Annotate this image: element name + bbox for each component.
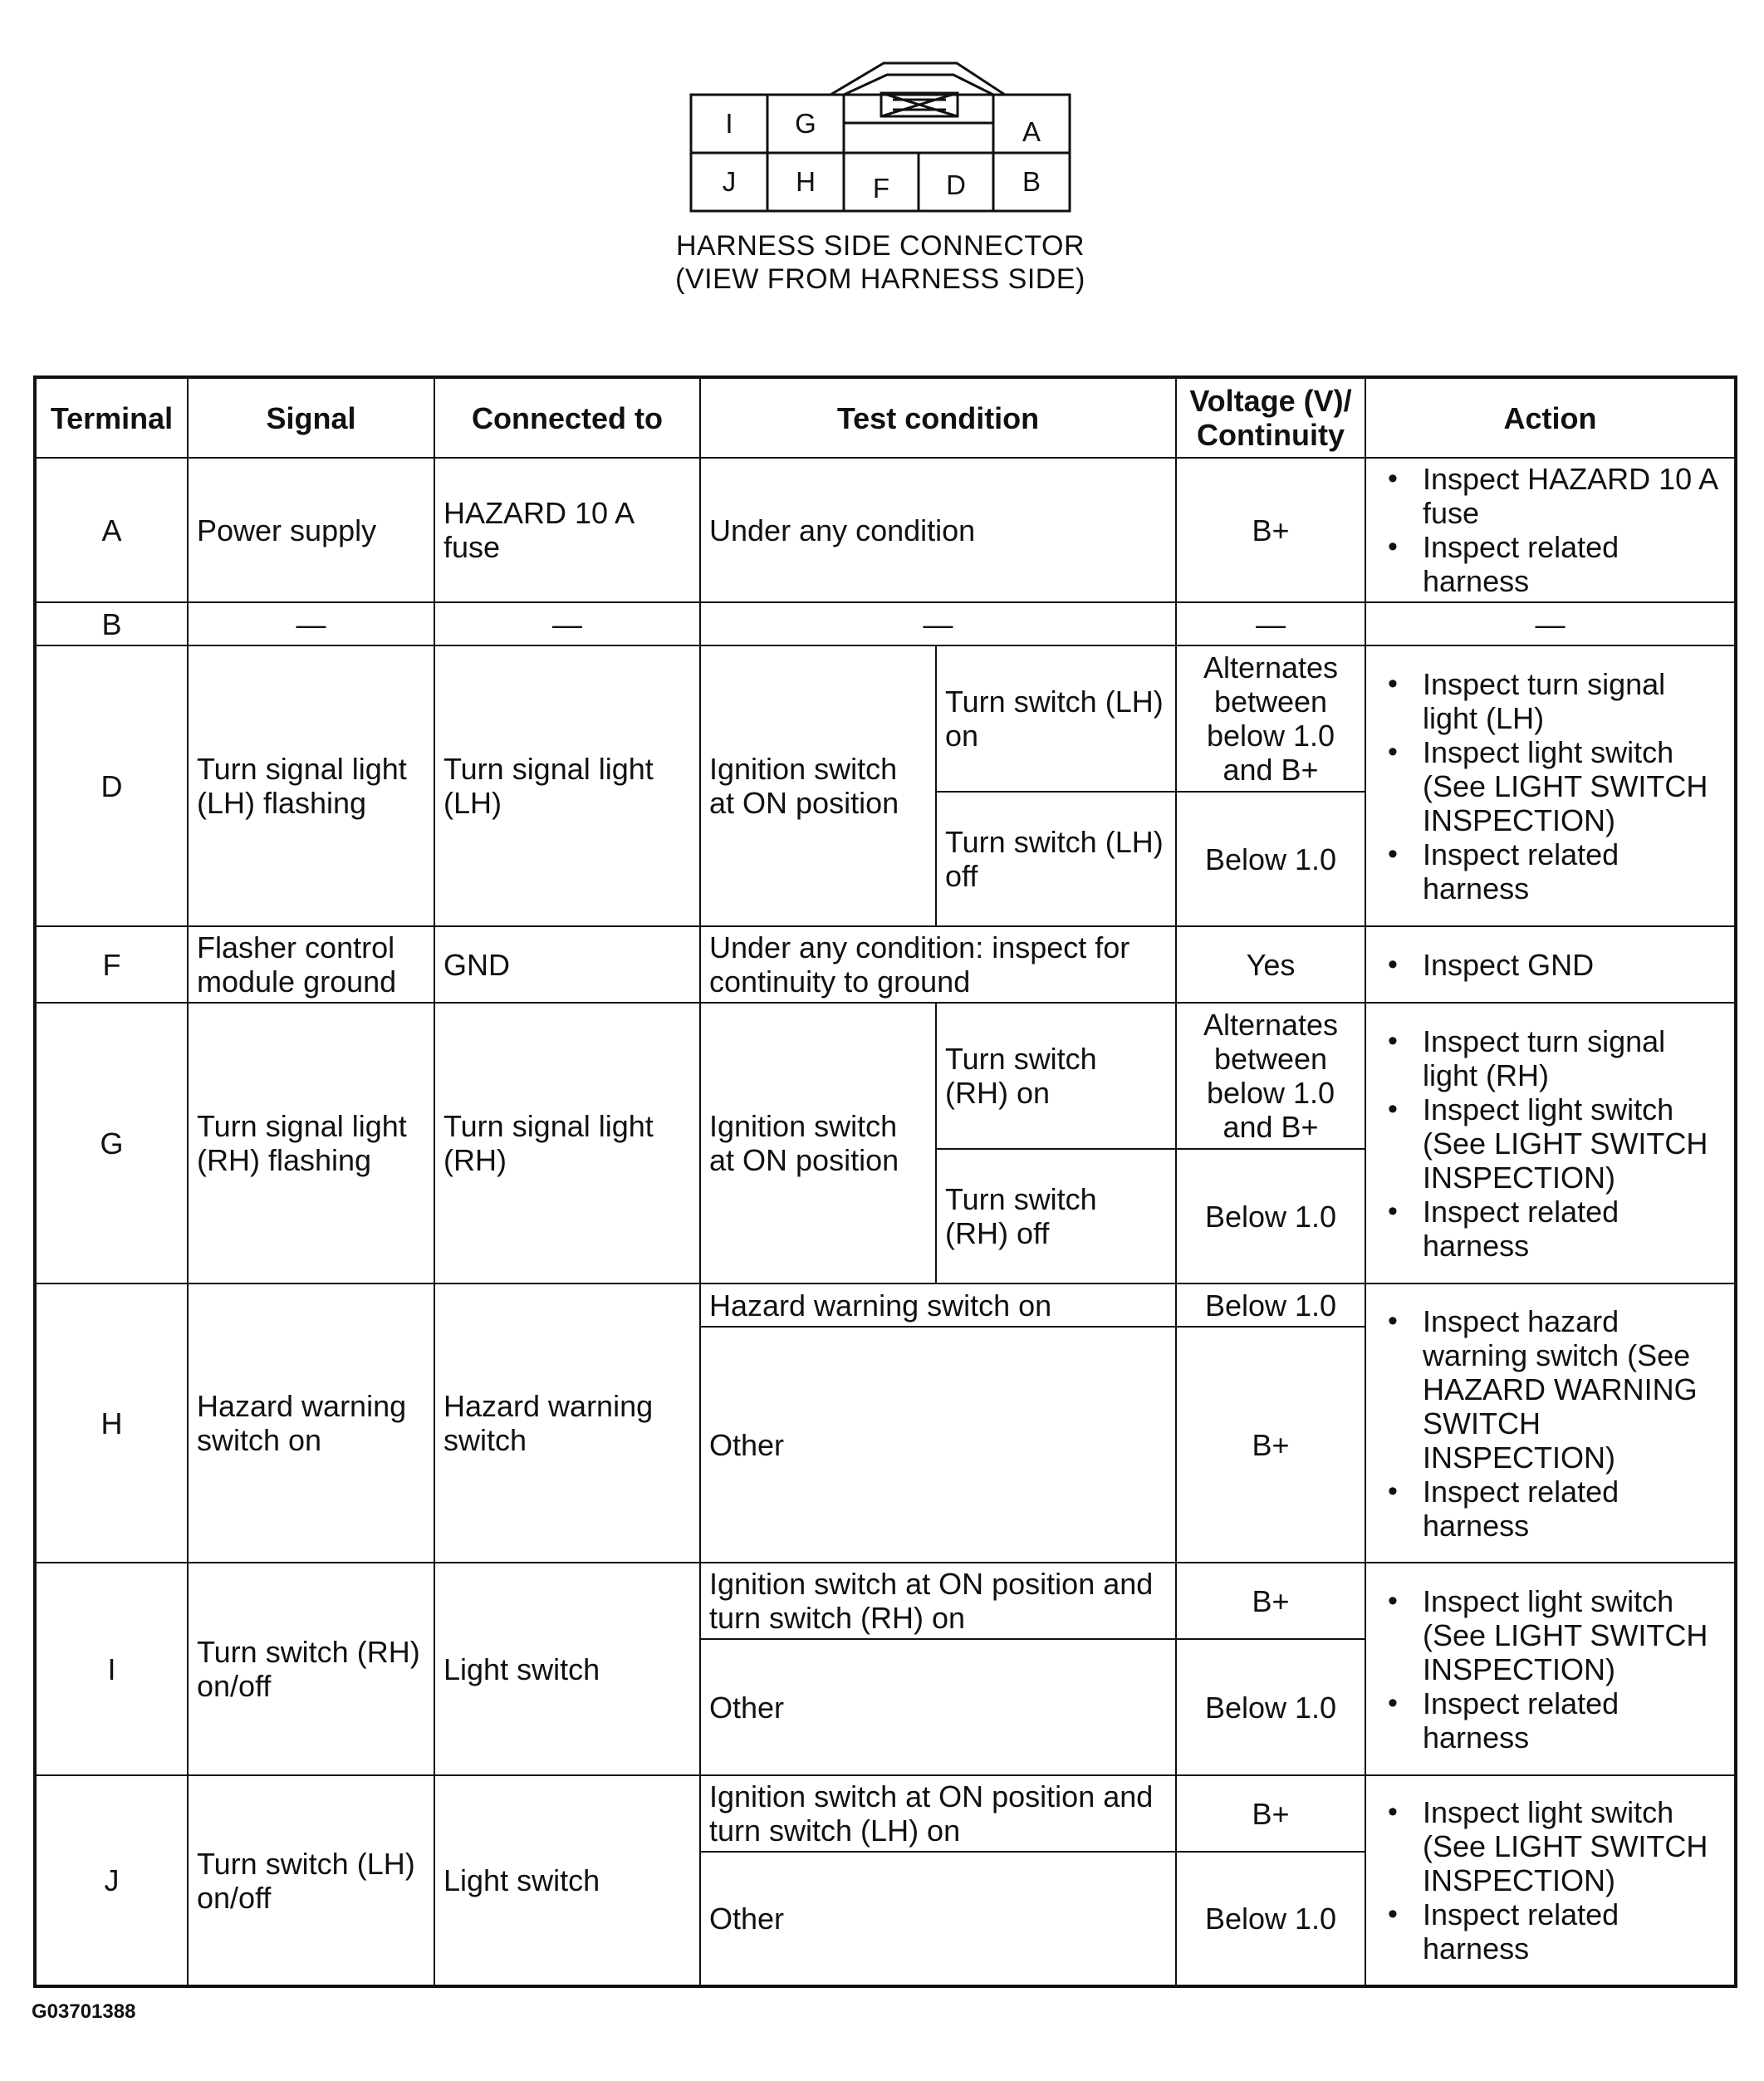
table-row-terminal-a — [35, 458, 1736, 602]
connected-to-cell: GND — [434, 926, 700, 1003]
terminal-cell: H — [35, 1283, 188, 1563]
table-row-terminal-h — [35, 1283, 1736, 1327]
test-condition-cell: — — [700, 602, 1176, 645]
signal-cell: Turn signal light (RH) flashing — [188, 1003, 434, 1283]
voltage-cell: Alternates between below 1.0 and B+ — [1176, 1003, 1365, 1149]
action-item: • Inspect light switch (See LIGHT SWITCH INSPECTION) — [1423, 1092, 1726, 1195]
connected-to-cell: HAZARD 10 A fuse — [434, 458, 700, 602]
signal-cell: Flasher control module ground — [188, 926, 434, 1003]
action-item: • Inspect related harness — [1423, 530, 1726, 598]
test-condition-cell: Other — [700, 1639, 1176, 1775]
connected-to-cell: Light switch — [434, 1563, 700, 1775]
voltage-cell: Below 1.0 — [1176, 1149, 1365, 1283]
voltage-cell: Below 1.0 — [1176, 1852, 1365, 1986]
header-voltage — [1176, 377, 1365, 458]
action-item: • Inspect related harness — [1423, 1897, 1726, 1966]
sub-condition-cell: Turn switch (RH) on — [936, 1003, 1176, 1149]
pin-A-label: A — [1022, 116, 1041, 147]
harness-connector-diagram — [689, 56, 1071, 214]
action-item: • Inspect HAZARD 10 A fuse — [1423, 462, 1726, 530]
connected-to-cell: Turn signal light (LH) — [434, 645, 700, 926]
voltage-cell: Below 1.0 — [1176, 1639, 1365, 1775]
caption-line-1: HARNESS SIDE CONNECTOR — [675, 230, 1085, 262]
table-row-terminal-i — [35, 1563, 1736, 1639]
terminal-inspection-table — [33, 375, 1737, 1988]
action-cell — [1365, 1563, 1736, 1775]
test-condition-cell: Under any condition — [700, 458, 1176, 602]
pin-F-label: F — [872, 173, 890, 204]
action-item: • Inspect GND — [1423, 948, 1726, 982]
test-condition-cell: Other — [700, 1327, 1176, 1563]
pin-B-label: B — [1022, 166, 1041, 197]
header-signal: Signal — [188, 377, 434, 458]
table-row-terminal-f — [35, 926, 1736, 1003]
header-connected-to: Connected to — [434, 377, 700, 458]
voltage-cell: B+ — [1176, 1563, 1365, 1639]
action-item: • Inspect turn signal light (RH) — [1423, 1024, 1726, 1092]
pin-J-label: J — [722, 166, 737, 197]
test-condition-cell: Hazard warning switch on — [700, 1283, 1176, 1327]
terminal-cell: F — [35, 926, 188, 1003]
test-condition-cell: Ignition switch at ON position and turn switch (LH) on — [700, 1775, 1176, 1852]
voltage-cell: B+ — [1176, 1775, 1365, 1852]
header-voltage-line-1: Voltage (V)/ — [1189, 384, 1352, 418]
connected-to-cell: Turn signal light (RH) — [434, 1003, 700, 1283]
action-cell — [1365, 926, 1736, 1003]
test-condition-cell: Under any condition: inspect for continuity to ground — [700, 926, 1176, 1003]
connected-to-cell: Hazard warning switch — [434, 1283, 700, 1563]
table-row-terminal-d — [35, 645, 1736, 792]
table-row-terminal-j — [35, 1775, 1736, 1852]
voltage-cell: Alternates between below 1.0 and B+ — [1176, 645, 1365, 792]
action-item: • Inspect related harness — [1423, 837, 1726, 906]
voltage-cell: B+ — [1176, 458, 1365, 602]
pin-D-label: D — [946, 169, 966, 200]
connected-to-cell: Light switch — [434, 1775, 700, 1986]
table-row-terminal-b — [35, 602, 1736, 645]
terminal-cell: J — [35, 1775, 188, 1986]
action-item: • Inspect light switch (See LIGHT SWITCH INSPECTION) — [1423, 1584, 1726, 1686]
pin-G-label: G — [795, 108, 816, 139]
action-item: • Inspect light switch (See LIGHT SWITCH INSPECTION) — [1423, 735, 1726, 837]
voltage-cell: B+ — [1176, 1327, 1365, 1563]
terminal-cell: I — [35, 1563, 188, 1775]
action-item: • Inspect turn signal light (LH) — [1423, 667, 1726, 735]
header-row — [35, 377, 1736, 458]
signal-cell: Turn switch (LH) on/off — [188, 1775, 434, 1986]
test-condition-cell: Other — [700, 1852, 1176, 1986]
action-cell: — — [1365, 602, 1736, 645]
header-action: Action — [1365, 377, 1736, 458]
terminal-cell: A — [35, 458, 188, 602]
signal-cell: Hazard warning switch on — [188, 1283, 434, 1563]
sub-condition-cell: Turn switch (RH) off — [936, 1149, 1176, 1283]
action-cell — [1365, 458, 1736, 602]
header-test-condition: Test condition — [700, 377, 1176, 458]
terminal-cell: G — [35, 1003, 188, 1283]
action-cell — [1365, 1775, 1736, 1986]
voltage-cell: Below 1.0 — [1176, 792, 1365, 926]
table-row-terminal-g — [35, 1003, 1736, 1149]
connector-caption — [664, 229, 1096, 296]
signal-cell: Turn switch (RH) on/off — [188, 1563, 434, 1775]
test-condition-cell: Ignition switch at ON position — [700, 645, 936, 926]
voltage-cell: Yes — [1176, 926, 1365, 1003]
action-item: • Inspect related harness — [1423, 1686, 1726, 1755]
signal-cell: — — [188, 602, 434, 645]
sub-condition-cell: Turn switch (LH) off — [936, 792, 1176, 926]
signal-cell: Power supply — [188, 458, 434, 602]
action-item: • Inspect light switch (See LIGHT SWITCH INSPECTION) — [1423, 1795, 1726, 1897]
action-cell — [1365, 1003, 1736, 1283]
action-cell — [1365, 645, 1736, 926]
header-terminal: Terminal — [35, 377, 188, 458]
action-item: • Inspect related harness — [1423, 1475, 1726, 1543]
test-condition-cell: Ignition switch at ON position and turn switch (RH) on — [700, 1563, 1176, 1639]
terminal-cell: B — [35, 602, 188, 645]
signal-cell: Turn signal light (LH) flashing — [188, 645, 434, 926]
terminal-cell: D — [35, 645, 188, 926]
voltage-cell: — — [1176, 602, 1365, 645]
action-cell — [1365, 1283, 1736, 1563]
action-item: • Inspect hazard warning switch (See HAZARD WARNING SWITCH INSPECTION) — [1423, 1304, 1726, 1475]
pin-H-label: H — [796, 166, 816, 197]
test-condition-cell: Ignition switch at ON position — [700, 1003, 936, 1283]
caption-line-2: (VIEW FROM HARNESS SIDE) — [675, 263, 1085, 295]
connected-to-cell: — — [434, 602, 700, 645]
sub-condition-cell: Turn switch (LH) on — [936, 645, 1176, 792]
pin-I-label: I — [725, 108, 733, 139]
header-voltage-line-2: Continuity — [1197, 418, 1345, 452]
voltage-cell: Below 1.0 — [1176, 1283, 1365, 1327]
figure-id-label: G03701388 — [32, 2000, 136, 2023]
action-item: • Inspect related harness — [1423, 1195, 1726, 1263]
